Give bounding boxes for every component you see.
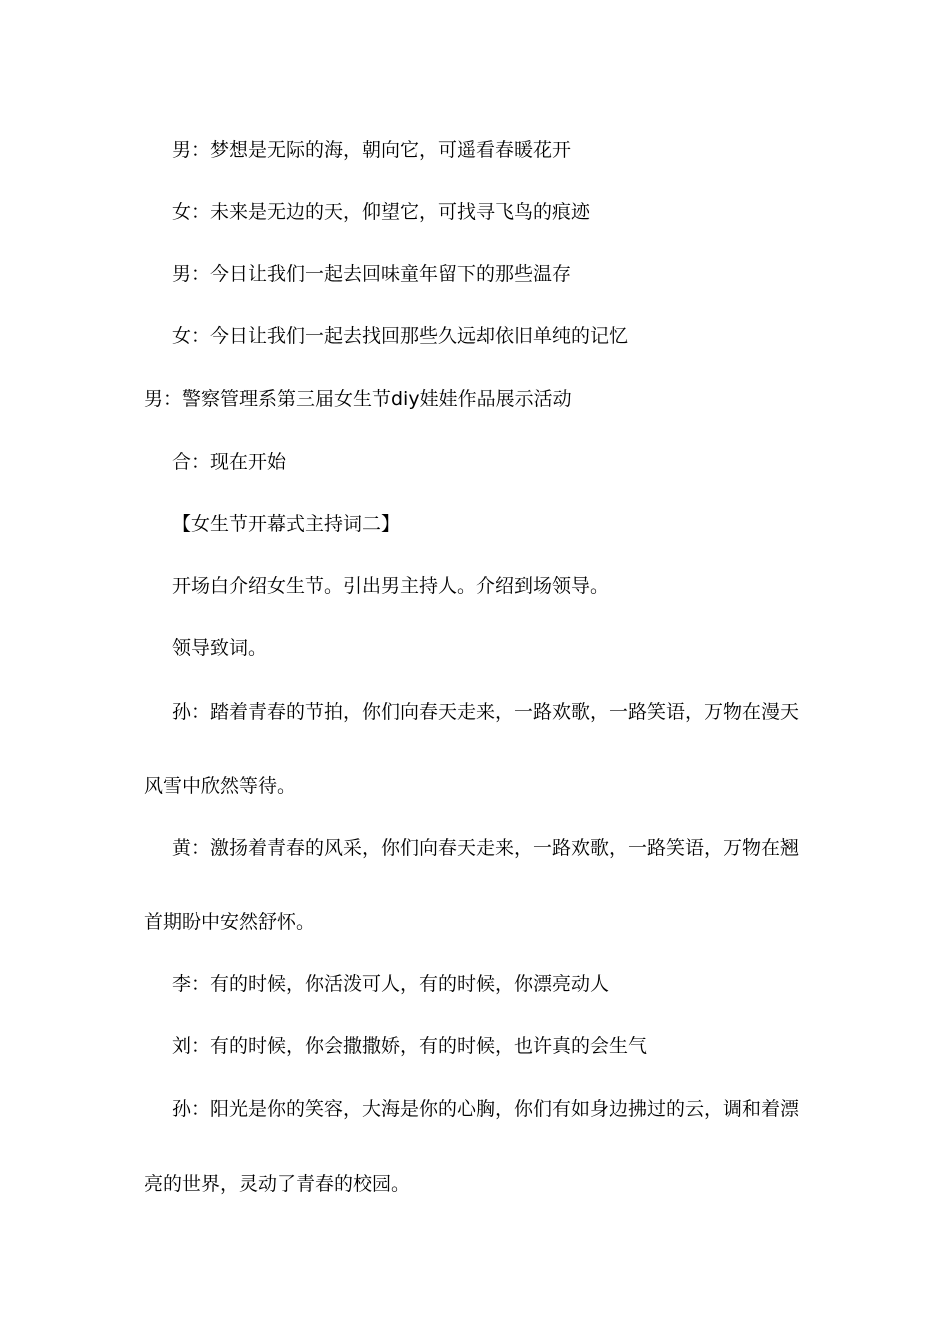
dialogue-line: 孙：阳光是你的笑容，大海是你的心胸，你们有如身边拂过的云，调和着漂 <box>172 1098 800 1120</box>
paragraph-line: 领导致词。 <box>172 637 268 659</box>
dialogue-continuation: 首期盼中安然舒怀。 <box>144 911 316 933</box>
dialogue-line: 刘：有的时候，你会撒撒娇，有的时候，也许真的会生气 <box>172 1035 648 1057</box>
dialogue-line: 李：有的时候，你活泼可人，有的时候，你漂亮动人 <box>172 973 610 995</box>
section-heading: 【女生节开幕式主持词二】 <box>172 513 401 535</box>
dialogue-line: 女：今日让我们一起去找回那些久远却依旧单纯的记忆 <box>172 325 629 347</box>
dialogue-line: 男：今日让我们一起去回味童年留下的那些温存 <box>172 263 572 285</box>
dialogue-line: 男：梦想是无际的海，朝向它，可遥看春暖花开 <box>172 139 572 161</box>
dialogue-line: 孙：踏着青春的节拍，你们向春天走来，一路欢歌，一路笑语，万物在漫天 <box>172 701 800 723</box>
dialogue-line: 男：警察管理系第三届女生节diy娃娃作品展示活动 <box>144 388 572 410</box>
dialogue-line: 女：未来是无边的天，仰望它，可找寻飞鸟的痕迹 <box>172 201 591 223</box>
dialogue-continuation: 亮的世界，灵动了青春的校园。 <box>144 1173 411 1195</box>
dialogue-line: 合：现在开始 <box>172 451 287 473</box>
paragraph-line: 开场白介绍女生节。引出男主持人。介绍到场领导。 <box>172 575 610 597</box>
dialogue-line: 黄：激扬着青春的风采，你们向春天走来，一路欢歌，一路笑语，万物在翘 <box>172 837 800 859</box>
dialogue-continuation: 风雪中欣然等待。 <box>144 775 297 797</box>
